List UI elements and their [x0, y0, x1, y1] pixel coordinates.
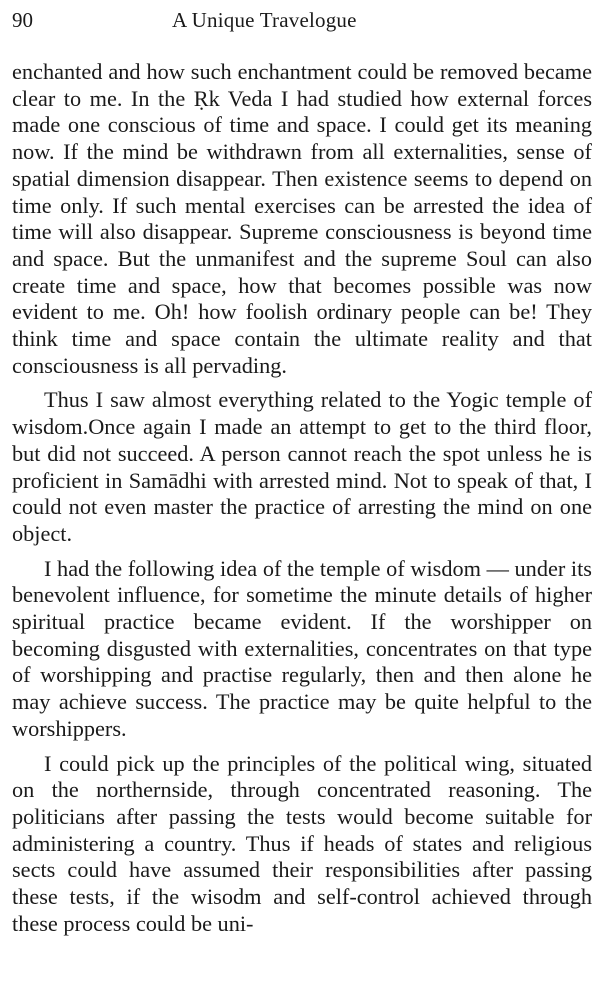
running-title: A Unique Travelogue [172, 8, 357, 32]
paragraph: I had the following idea of the temple of wisdom — under its benevolent influence, for sometime the minute details of higher spiritual practice became evident. If the worshipper on becoming disgusted with externalities, concentrates on that type of worshipping and practise regularly, then and then alone he may achieve success. The practice may be quite helpful to the worshippers. [12, 555, 592, 741]
paragraph: Thus I saw almost everything related to the Yogic temple of wisdom.Once again I made an attempt to get to the third floor, but did not succeed. A person cannot reach the spot unless he is proficient in Samādhi with arrested mind. Not to speak of that, I could not even master the practice of arresting the mind on one object. [12, 387, 592, 546]
paragraph: enchanted and how such enchantment could be removed became clear to me. In the Ṛk Veda I had studied how external forces made one conscious of time and space. I could get its meaning now. If the mind be withdrawn from all externalities, sense of spatial dimension disappear. Then existence seems to depend on time only. If such mental exercises can be arrested the idea of time will also disappear. Supreme consciousness is beyond time and space. But the unmanifest and the supreme Soul can also create time and space, how that becomes possible was now evident to me. Oh! how foolish ordinary people can be! They think time and space contain the ultimate reality and that consciousness is all pervading. [12, 59, 592, 378]
body-text [12, 59, 592, 946]
page-number: 90 [12, 8, 33, 32]
page-header [12, 8, 588, 38]
paragraph: I could pick up the principles of the political wing, situated on the northernside, through concentrated reasoning. The politicians after passing the tests would become suitable for administering a country. Thus if heads of states and religious sects could have assumed their responsibilities after passing these tests, if the wisodm and self-control achieved through these process could be uni- [12, 750, 592, 936]
